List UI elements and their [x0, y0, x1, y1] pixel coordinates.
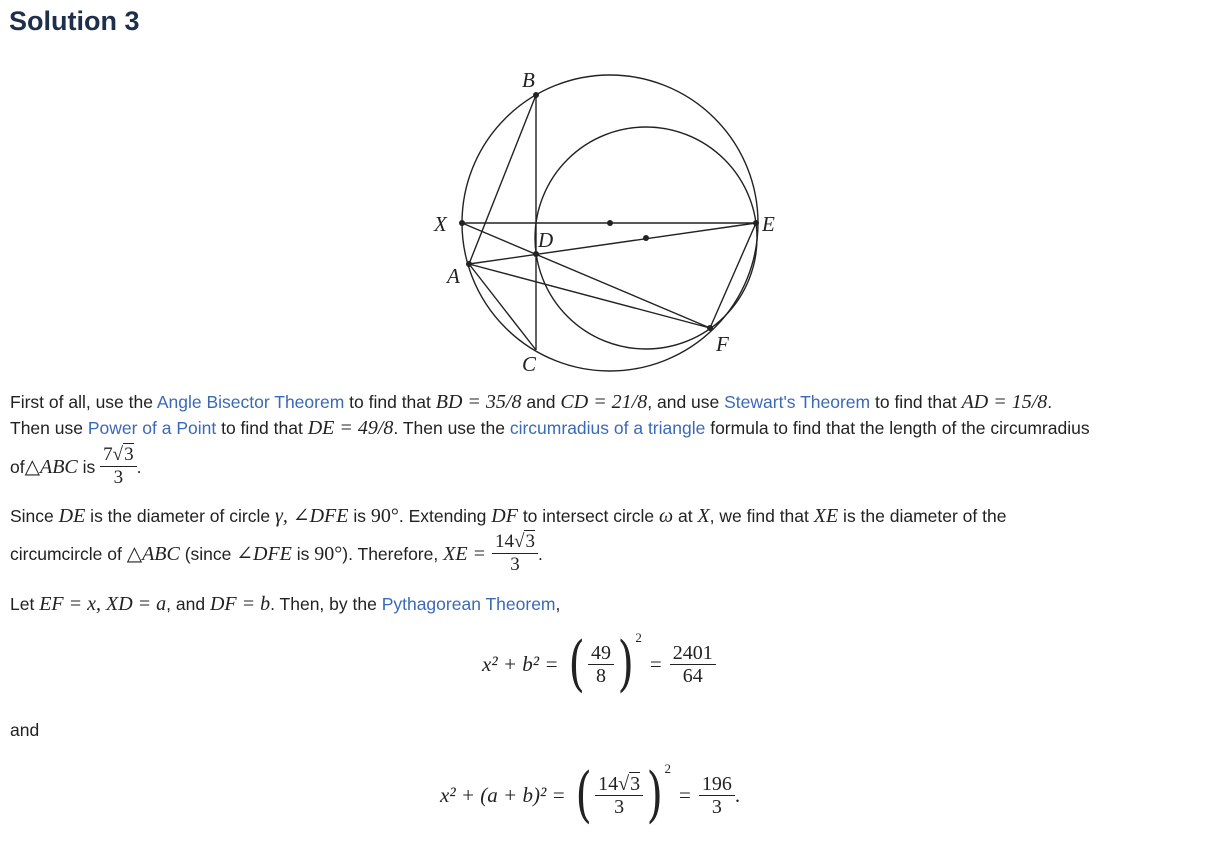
- and-text: and: [10, 720, 40, 740]
- point-F: [707, 325, 713, 331]
- point-E: [753, 220, 759, 226]
- paragraph-1: [10, 389, 1210, 441]
- math-triangle-abc: △ABC: [24, 455, 78, 478]
- label-X: X: [434, 212, 447, 236]
- link-circumradius-of-a-triangle[interactable]: circumradius of a triangle: [509, 418, 706, 438]
- label-F: F: [716, 332, 729, 356]
- point-A: [466, 261, 472, 267]
- paragraph-1-line-3: [10, 444, 1210, 489]
- label-A: A: [447, 264, 460, 288]
- text: formula to find that the length of the circumradius: [705, 418, 1090, 438]
- label-D: D: [538, 228, 554, 252]
- paragraph-3: Let EF = x, XD = a, and DF = b. Then, by the Pythagorean Theorem,: [10, 593, 561, 615]
- paragraph-2-line-2: circumcircle of △ABC (since ∠DFE is 90° ). Therefore, XE = $\frac{14√3}{3}$ .: [10, 531, 543, 575]
- solution-title: Solution 3: [9, 6, 140, 36]
- geometry-diagram: [425, 64, 805, 379]
- label-C: C: [522, 352, 537, 376]
- text: .: [1047, 392, 1053, 412]
- text: of: [10, 456, 25, 477]
- text: to find that: [344, 392, 436, 412]
- segment-XF: [462, 223, 710, 328]
- equation-2: x² + (a + b)² = ( $\frac{14√3}{3}$ ) 2 = $\frac{196}{3}$ .: [440, 760, 741, 830]
- text: Then use: [10, 418, 88, 438]
- text: .: [136, 456, 142, 477]
- text: to find that: [870, 392, 962, 412]
- text: to find that: [216, 418, 308, 438]
- label-E: E: [762, 212, 775, 236]
- center-gamma: [643, 235, 649, 241]
- link-power-of-a-point[interactable]: Power of a Point: [87, 418, 217, 438]
- link-stewarts-theorem[interactable]: Stewart's Theorem: [724, 392, 871, 412]
- label-B: B: [522, 68, 535, 92]
- text: First of all, use the: [10, 392, 157, 412]
- point-B: [533, 92, 539, 98]
- text: is: [77, 456, 101, 477]
- paragraph-2: Since DE is the diameter of circle γ, ∠DFE is 90°. Extending DF to intersect circle ω at X, we find that XE is the diameter of the: [10, 505, 1007, 527]
- segment-AC: [469, 264, 536, 350]
- center-omega: [607, 220, 613, 226]
- equation-1: x² + b² = ( $\frac{49}{8}$ ) 2 = $\frac{2401}{64}$: [482, 634, 716, 694]
- link-pythagorean-theorem[interactable]: Pythagorean Theorem: [381, 594, 556, 614]
- math-bd: BD = 35/8: [435, 391, 522, 413]
- fraction-circumradius: $\frac{7√3}{3}$: [100, 444, 136, 489]
- math-cd: CD = 21/8: [560, 391, 648, 413]
- segment-AF: [469, 264, 710, 328]
- math-ad: AD = 15/8: [961, 391, 1048, 413]
- text: . Then use the: [393, 418, 510, 438]
- link-angle-bisector-theorem[interactable]: Angle Bisector Theorem: [156, 392, 345, 412]
- fraction-xe: $\frac{14√3}{3}$: [492, 531, 538, 576]
- point-X: [459, 220, 465, 226]
- text: , and use: [647, 392, 725, 412]
- math-de: DE = 49/8: [307, 417, 394, 439]
- text: and: [521, 392, 561, 412]
